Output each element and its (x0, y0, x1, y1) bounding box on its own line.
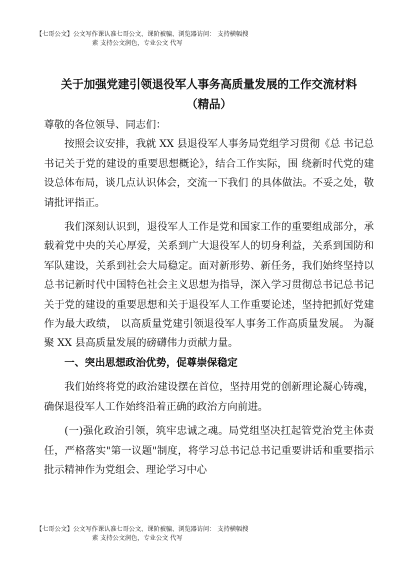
header-line-1: 【七哥公文】公文写作课认准七哥公文、课阶被骗、浏览器访问： 支持横幅搜 (36, 31, 249, 38)
document-body (44, 116, 374, 480)
paragraph-political-guidance: (一)强化政治引领，筑牢忠诚之魂。局党组坚决扛起管党治党主体责任，严格落实"第一议题"制度，将学习总书记总书记重要讲话和重要指示批示精神作为党组会、理论学习中心 (44, 426, 374, 476)
footer-line-1: 【七哥公文】公文写作课认准七哥公文、课阶被骗、浏览器访问： 支持横幅搜 (36, 526, 249, 533)
header-line-2: 素 支持公文润色，专业公文 代写 (92, 40, 183, 47)
salutation: 尊敬的各位领导、同志们： (44, 120, 167, 131)
paragraph-intro: 按照会议安排，我就 XX 县退役军人事务局党组学习贯彻《总 书记总书记关于党的建设的重要思想概论》，结合工作实际，围 绕新时代党的建设总体布局，谈几点认识体会，交流一下我们 的具体做法。不妥之处，敬请批评指正。 (44, 139, 374, 209)
paragraph-political-priority: 我们始终将党的政治建设摆在首位，坚持用党的创新理论凝心铸魂，确保退役军人工作始终沿着正确的政治方向前进。 (44, 382, 374, 413)
title-main: 关于加强党建引领退役军人事务高质量发展的工作交流材料 (60, 77, 358, 91)
document-title (44, 74, 374, 114)
title-sub: （精品） (186, 97, 232, 111)
page-header-watermark (36, 30, 376, 48)
footer-line-2: 素 支持公文润色，专业公文 代写 (92, 535, 183, 542)
paragraph-understanding: 我们深刻认识到，退役军人工作是党和国家工作的重要组成部分，承载着党中央的关心厚爱，关系到广大退役军人的切身利益，关系到国防和军队建设，关系到社会大局稳定。面对新形势、新任务，我们始终坚持以总书记新时代中国特色社会主义思想为指导，深入学习贯彻总书记总书记关于党的建设的重要思想和关于退役军人工作重要论述，坚持把抓好党建作为最大政绩， 以高质量党建引领退役军人事务工作高质量发展。 为凝聚 XX 县高质量发展的磅礴伟力贡献力量。 (44, 222, 374, 350)
section-heading-1: 一、突出思想政治优势，促尊崇保稳定 (64, 356, 238, 369)
page-footer-watermark (36, 525, 376, 543)
